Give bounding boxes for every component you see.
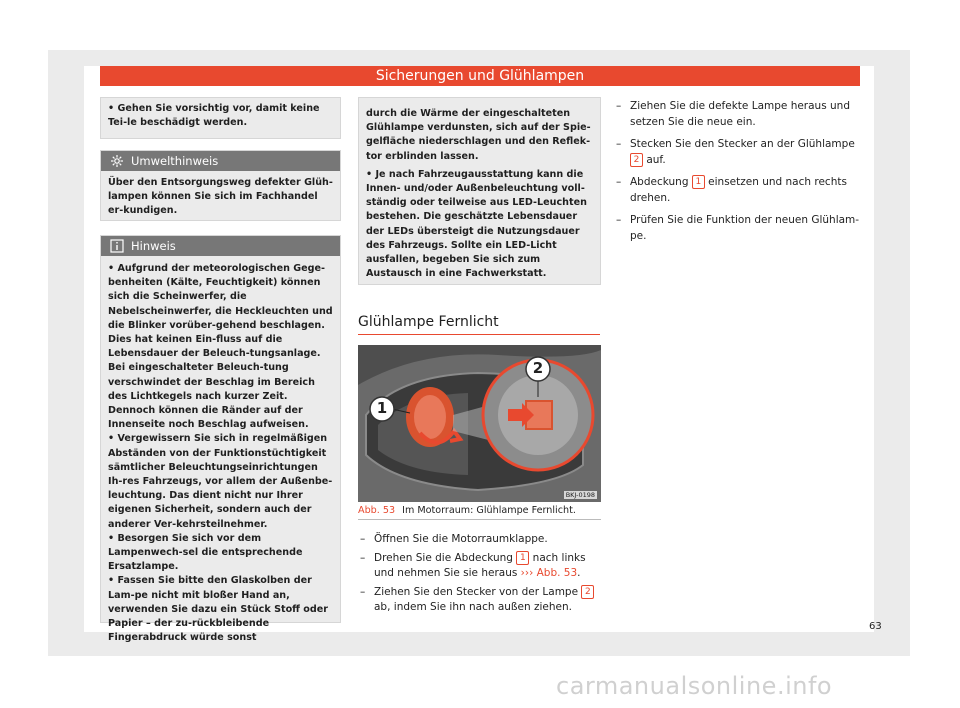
hint-header (101, 236, 340, 256)
step-item: – Drehen Sie die Abdeckung 1 nach links und nehmen Sie sie heraus ››› Abb. 53. (358, 551, 601, 582)
info-icon (110, 239, 124, 259)
caption-text: Im Motorraum: Glühlampe Fernlicht. (402, 505, 576, 516)
figure-caption (358, 503, 601, 520)
leaf-icon (110, 154, 124, 174)
hint-item: • Je nach Fahrzeugausstattung kann die Innen- und/oder Außenbeleuchtung voll-ständig oder teilweise aus LED-Leuchten bestehen. Die geschätzte Lebensdauer der LEDs übersteigt die Nutzungsdauer des Fahrzeugs. Sollte ein LED-Licht ausfallen, begeben Sie sich zum Austausch in eine Fachwerkstatt. (366, 168, 587, 280)
hint-title: Hinweis (131, 239, 176, 253)
environment-note-text: Über den Entsorgungsweg defekter Glüh-lampen können Sie sich im Fachhandel er-kundigen. (108, 177, 333, 217)
step-item: – Prüfen Sie die Funktion der neuen Glühlam-pe. (614, 213, 860, 244)
caption-label: Abb. 53 (358, 505, 396, 516)
step-item: – Ziehen Sie den Stecker von der Lampe 2 ab, indem Sie ihn nach außen ziehen. (358, 585, 601, 616)
callout-ref: 1 (516, 551, 529, 565)
hint-item: • Vergewissern Sie sich in regelmäßigen Abständen von der Funktionstüchtigkeit sämtlicher Beleuchtungseinrichtungen Ih-res Fahrzeugs, vor allem der Außenbe-leuchtung. Das dient nicht nur Ihrer eigenen Sicherheit, sondern auch der anderer Ver-kehrsteilnehmer. (108, 433, 333, 530)
headlight-figure (358, 345, 601, 502)
callout-ref: 1 (692, 175, 705, 189)
environment-note-header (101, 151, 340, 171)
hint-item: • Besorgen Sie sich vor dem Lampenwech-sel die entsprechende Ersatzlampe. (108, 532, 303, 573)
environment-note-box (100, 150, 341, 221)
section-title: Glühlampe Fernlicht (358, 314, 499, 330)
callout-2-label: 2 (532, 359, 544, 377)
step-item: – Ziehen Sie die defekte Lampe heraus und setzen Sie die neue ein. (614, 99, 860, 130)
watermark: carmanualsonline.info (556, 672, 833, 700)
step-item: – Abdeckung 1 einsetzen und nach rechts drehen. (614, 175, 860, 206)
callout-ref: 2 (581, 585, 594, 599)
hint-box (100, 235, 341, 644)
environment-note-title: Umwelthinweis (131, 154, 219, 168)
callout-ref: 2 (630, 153, 643, 167)
figure-code: BKJ-0198 (565, 491, 595, 499)
figure-link[interactable]: ››› Abb. 53 (520, 567, 578, 579)
step-item: – Öffnen Sie die Motorraumklappe. (358, 532, 601, 548)
callout-1-label: 1 (376, 399, 388, 417)
section-divider (358, 334, 600, 335)
hint-continuation-box (358, 97, 601, 285)
warning-item: • Gehen Sie vorsichtig vor, damit keine Tei-le beschädigt werden. (108, 103, 320, 129)
steps-middle (358, 532, 601, 616)
hint-item: • Fassen Sie bitte den Glaskolben der Lam-pe nicht mit bloßer Hand an, verwenden Sie dazu ein Stück Stoff oder Papier – der zu-rückbleibende Fingerabdruck würde sonst (108, 575, 328, 644)
warning-box (100, 97, 341, 139)
step-item: – Stecken Sie den Stecker an der Glühlampe 2 auf. (614, 137, 860, 168)
chapter-header: Sicherungen und Glühlampen (100, 66, 860, 86)
page-number: 63 (869, 621, 882, 632)
headlight-illustration (358, 345, 601, 502)
hint-continuation-text: durch die Wärme der eingeschalteten Glühlampe verdunsten, sich auf der Spie-gelfläche niederschlagen und den Reflek-tor erblinden lassen. (366, 108, 591, 162)
steps-right (614, 99, 860, 244)
hint-item: • Aufgrund der meteorologischen Gege-benheiten (Kälte, Feuchtigkeit) können sich die Scheinwerfer, die Nebelscheinwerfer, die Heckleuchten und die Blinker vorüber-gehend beschlagen. Dies hat keinen Ein-fluss auf die Lebensdauer der Beleuch-tungsanlage. Bei eingeschalteter Beleuch-tung verschwindet der Beschlag im Bereich des Lichtkegels nach kurzer Zeit. Dennoch können die Ränder auf der Innenseite noch Beschlag aufweisen. (108, 263, 333, 431)
